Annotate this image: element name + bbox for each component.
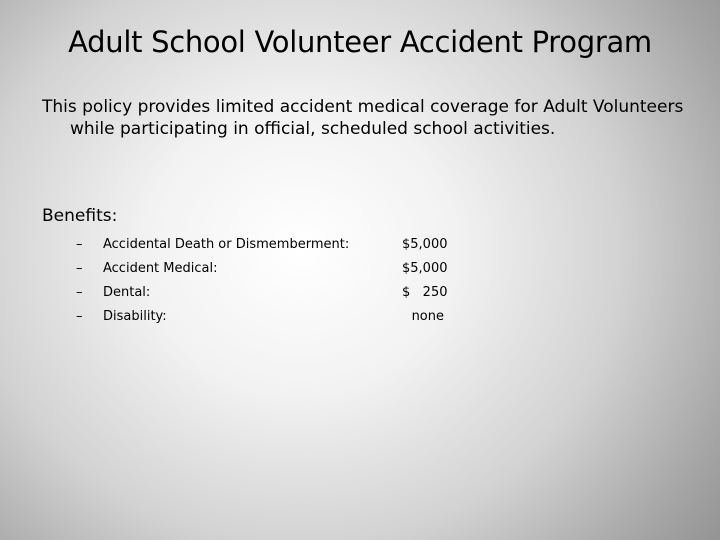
list-dash: –: [76, 261, 83, 276]
benefit-item-disability: [76, 305, 496, 329]
list-dash: –: [76, 285, 83, 300]
benefit-label: Accidental Death or Dismemberment:: [103, 237, 350, 252]
benefit-item-dental: [76, 281, 496, 305]
benefit-item-accident-medical: [76, 257, 496, 281]
policy-description-line-1: This policy provides limited accident medical coverage for Adult Volunteers: [42, 97, 684, 117]
list-dash: –: [76, 309, 83, 324]
list-dash: –: [76, 237, 83, 252]
benefit-value: $5,000: [402, 261, 448, 276]
benefit-label: Disability:: [103, 309, 167, 324]
benefit-value: $5,000: [402, 237, 448, 252]
slide-title: Adult School Volunteer Accident Program: [68, 25, 652, 59]
benefit-value: $ 250: [402, 285, 448, 300]
benefit-item-death-dismemberment: [76, 233, 496, 257]
policy-description-line-2: while participating in official, scheduled school activities.: [70, 119, 556, 139]
policy-description: [42, 96, 702, 140]
benefit-label: Dental:: [103, 285, 151, 300]
benefits-heading: Benefits:: [42, 206, 118, 226]
benefits-list: [76, 233, 496, 329]
benefit-label: Accident Medical:: [103, 261, 218, 276]
benefit-value: none: [411, 309, 444, 324]
